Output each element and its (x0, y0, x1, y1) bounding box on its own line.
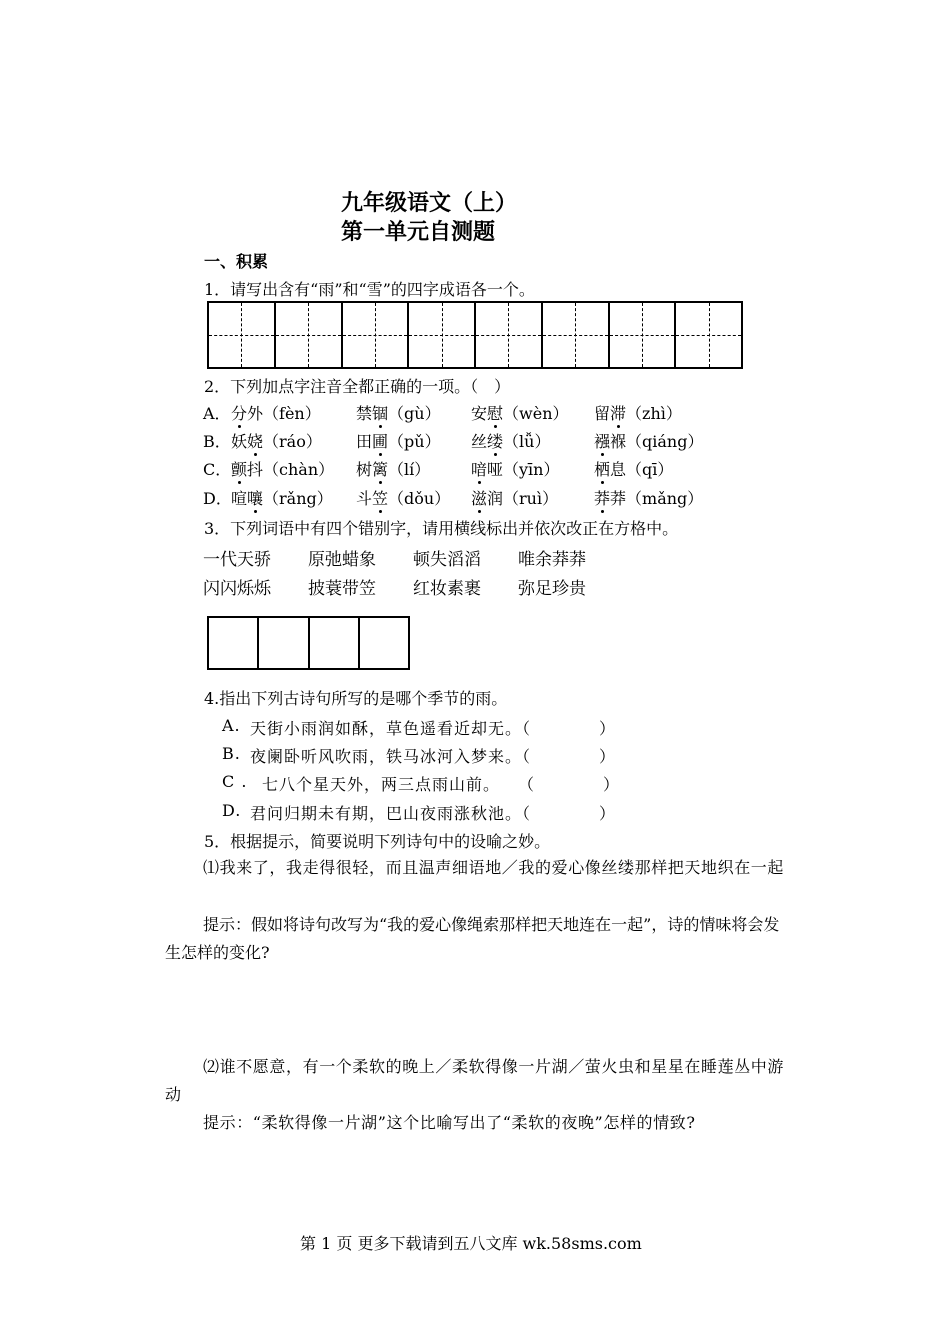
item-label: C . (222, 772, 248, 791)
word: 弥足珍贵 (518, 579, 586, 599)
option-item: 丝缕（lǚ） (471, 432, 551, 451)
grid-cell (674, 303, 741, 367)
word: 原弛蜡象 (308, 550, 376, 570)
q5-poem-2: ⑵谁不愿意，有一个柔软的晚上／柔软得像一片湖／萤火虫和星星在睡莲丛中游动 (165, 1057, 785, 1104)
option-label: A． (203, 404, 231, 423)
correction-box (308, 618, 358, 668)
title-line-1: 九年级语文（上） (341, 191, 518, 216)
question-4: 4.指出下列古诗句所写的是哪个季节的雨。 (204, 689, 508, 708)
item-label: B. (222, 744, 241, 763)
item-text: 七八个星天外，两三点雨山前。 （ ） (262, 775, 621, 794)
correction-box (209, 618, 257, 668)
q4-item-c (222, 772, 662, 796)
option-item: 分外（fèn） (231, 404, 321, 423)
item-label: D. (222, 801, 242, 820)
option-item: 安慰（wèn） (471, 404, 569, 423)
q2-option-c (203, 457, 763, 481)
option-item: 莽莽（mǎng） (594, 489, 704, 508)
q5-hint-2: 提示：“柔软得像一片湖”这个比喻写出了“柔软的夜晚”怎样的情致? (203, 1113, 696, 1132)
q4-item-a (222, 716, 662, 740)
grid-cell (209, 303, 274, 367)
option-item: 喧嚷（rǎng） (231, 489, 333, 508)
option-item: 树篱（lí） (356, 460, 431, 479)
word: 一代天骄 (203, 550, 271, 570)
option-label: D． (203, 489, 232, 508)
grid-cell (341, 303, 408, 367)
word: 红妆素裹 (413, 579, 481, 599)
title-line-2: 第一单元自测题 (341, 220, 496, 245)
grid-cell (407, 303, 474, 367)
option-item: 妖娆（ráo） (231, 432, 322, 451)
option-label: B． (203, 432, 231, 451)
answer-grid (207, 301, 743, 369)
word: 闪闪烁烁 (203, 579, 271, 599)
option-item: 斗笠（dǒu） (356, 489, 451, 508)
q5-hint-1: 提示：假如将诗句改写为“我的爱心像绳索那样把天地连在一起”，诗的情味将会发生怎样的变化? (165, 915, 780, 962)
q4-item-b (222, 744, 662, 768)
word: 披蓑带笠 (308, 579, 376, 599)
option-item: 喑哑（yīn） (471, 460, 560, 479)
question-3: 3．下列词语中有四个错别字，请用横线标出并依次改正在方格中。 (204, 519, 679, 538)
correction-boxes (207, 616, 410, 670)
option-item: 襁褓（qiáng） (594, 432, 704, 451)
section-heading: 一、积累 (204, 252, 269, 271)
q4-item-d (222, 801, 662, 825)
option-item: 禁锢（gù） (356, 404, 441, 423)
option-label: C． (203, 460, 232, 479)
q3-words-row-1 (203, 545, 703, 569)
item-text: 夜阑卧听风吹雨，铁马冰河入梦来。（ ） (250, 747, 617, 766)
correction-box (358, 618, 408, 668)
q2-option-b (203, 429, 763, 453)
option-item: 田圃（pǔ） (356, 432, 441, 451)
option-item: 留滞（zhì） (594, 404, 682, 423)
question-2: 2．下列加点字注音全都正确的一项。（ ） (204, 377, 511, 396)
word: 顿失滔滔 (413, 550, 481, 570)
grid-cell (541, 303, 608, 367)
correction-box (257, 618, 307, 668)
word: 唯余莽莽 (518, 550, 586, 570)
option-item: 滋润（ruì） (471, 489, 559, 508)
q5-poem-1: ⑴我来了，我走得很轻，而且温声细语地／我的爱心像丝缕那样把天地织在一起 (203, 858, 785, 877)
question-1: 1．请写出含有“雨”和“雪”的四字成语各一个。 (204, 280, 535, 299)
page-footer: 第 1 页 更多下载请到五八文库 wk.58sms.com (300, 1234, 642, 1253)
q2-option-a (203, 401, 763, 425)
grid-cell (274, 303, 341, 367)
q2-option-d (203, 486, 763, 510)
item-text: 君问归期未有期，巴山夜雨涨秋池。（ ） (250, 804, 617, 823)
grid-cell (608, 303, 675, 367)
option-item: 栖息（qī） (594, 460, 674, 479)
item-label: A. (222, 716, 241, 735)
question-5: 5．根据提示，简要说明下列诗句中的设喻之妙。 (204, 832, 551, 851)
item-text: 天街小雨润如酥，草色遥看近却无。（ ） (250, 719, 617, 738)
option-item: 颤抖（chàn） (231, 460, 335, 479)
grid-cell (474, 303, 541, 367)
q3-words-row-2 (203, 574, 703, 598)
